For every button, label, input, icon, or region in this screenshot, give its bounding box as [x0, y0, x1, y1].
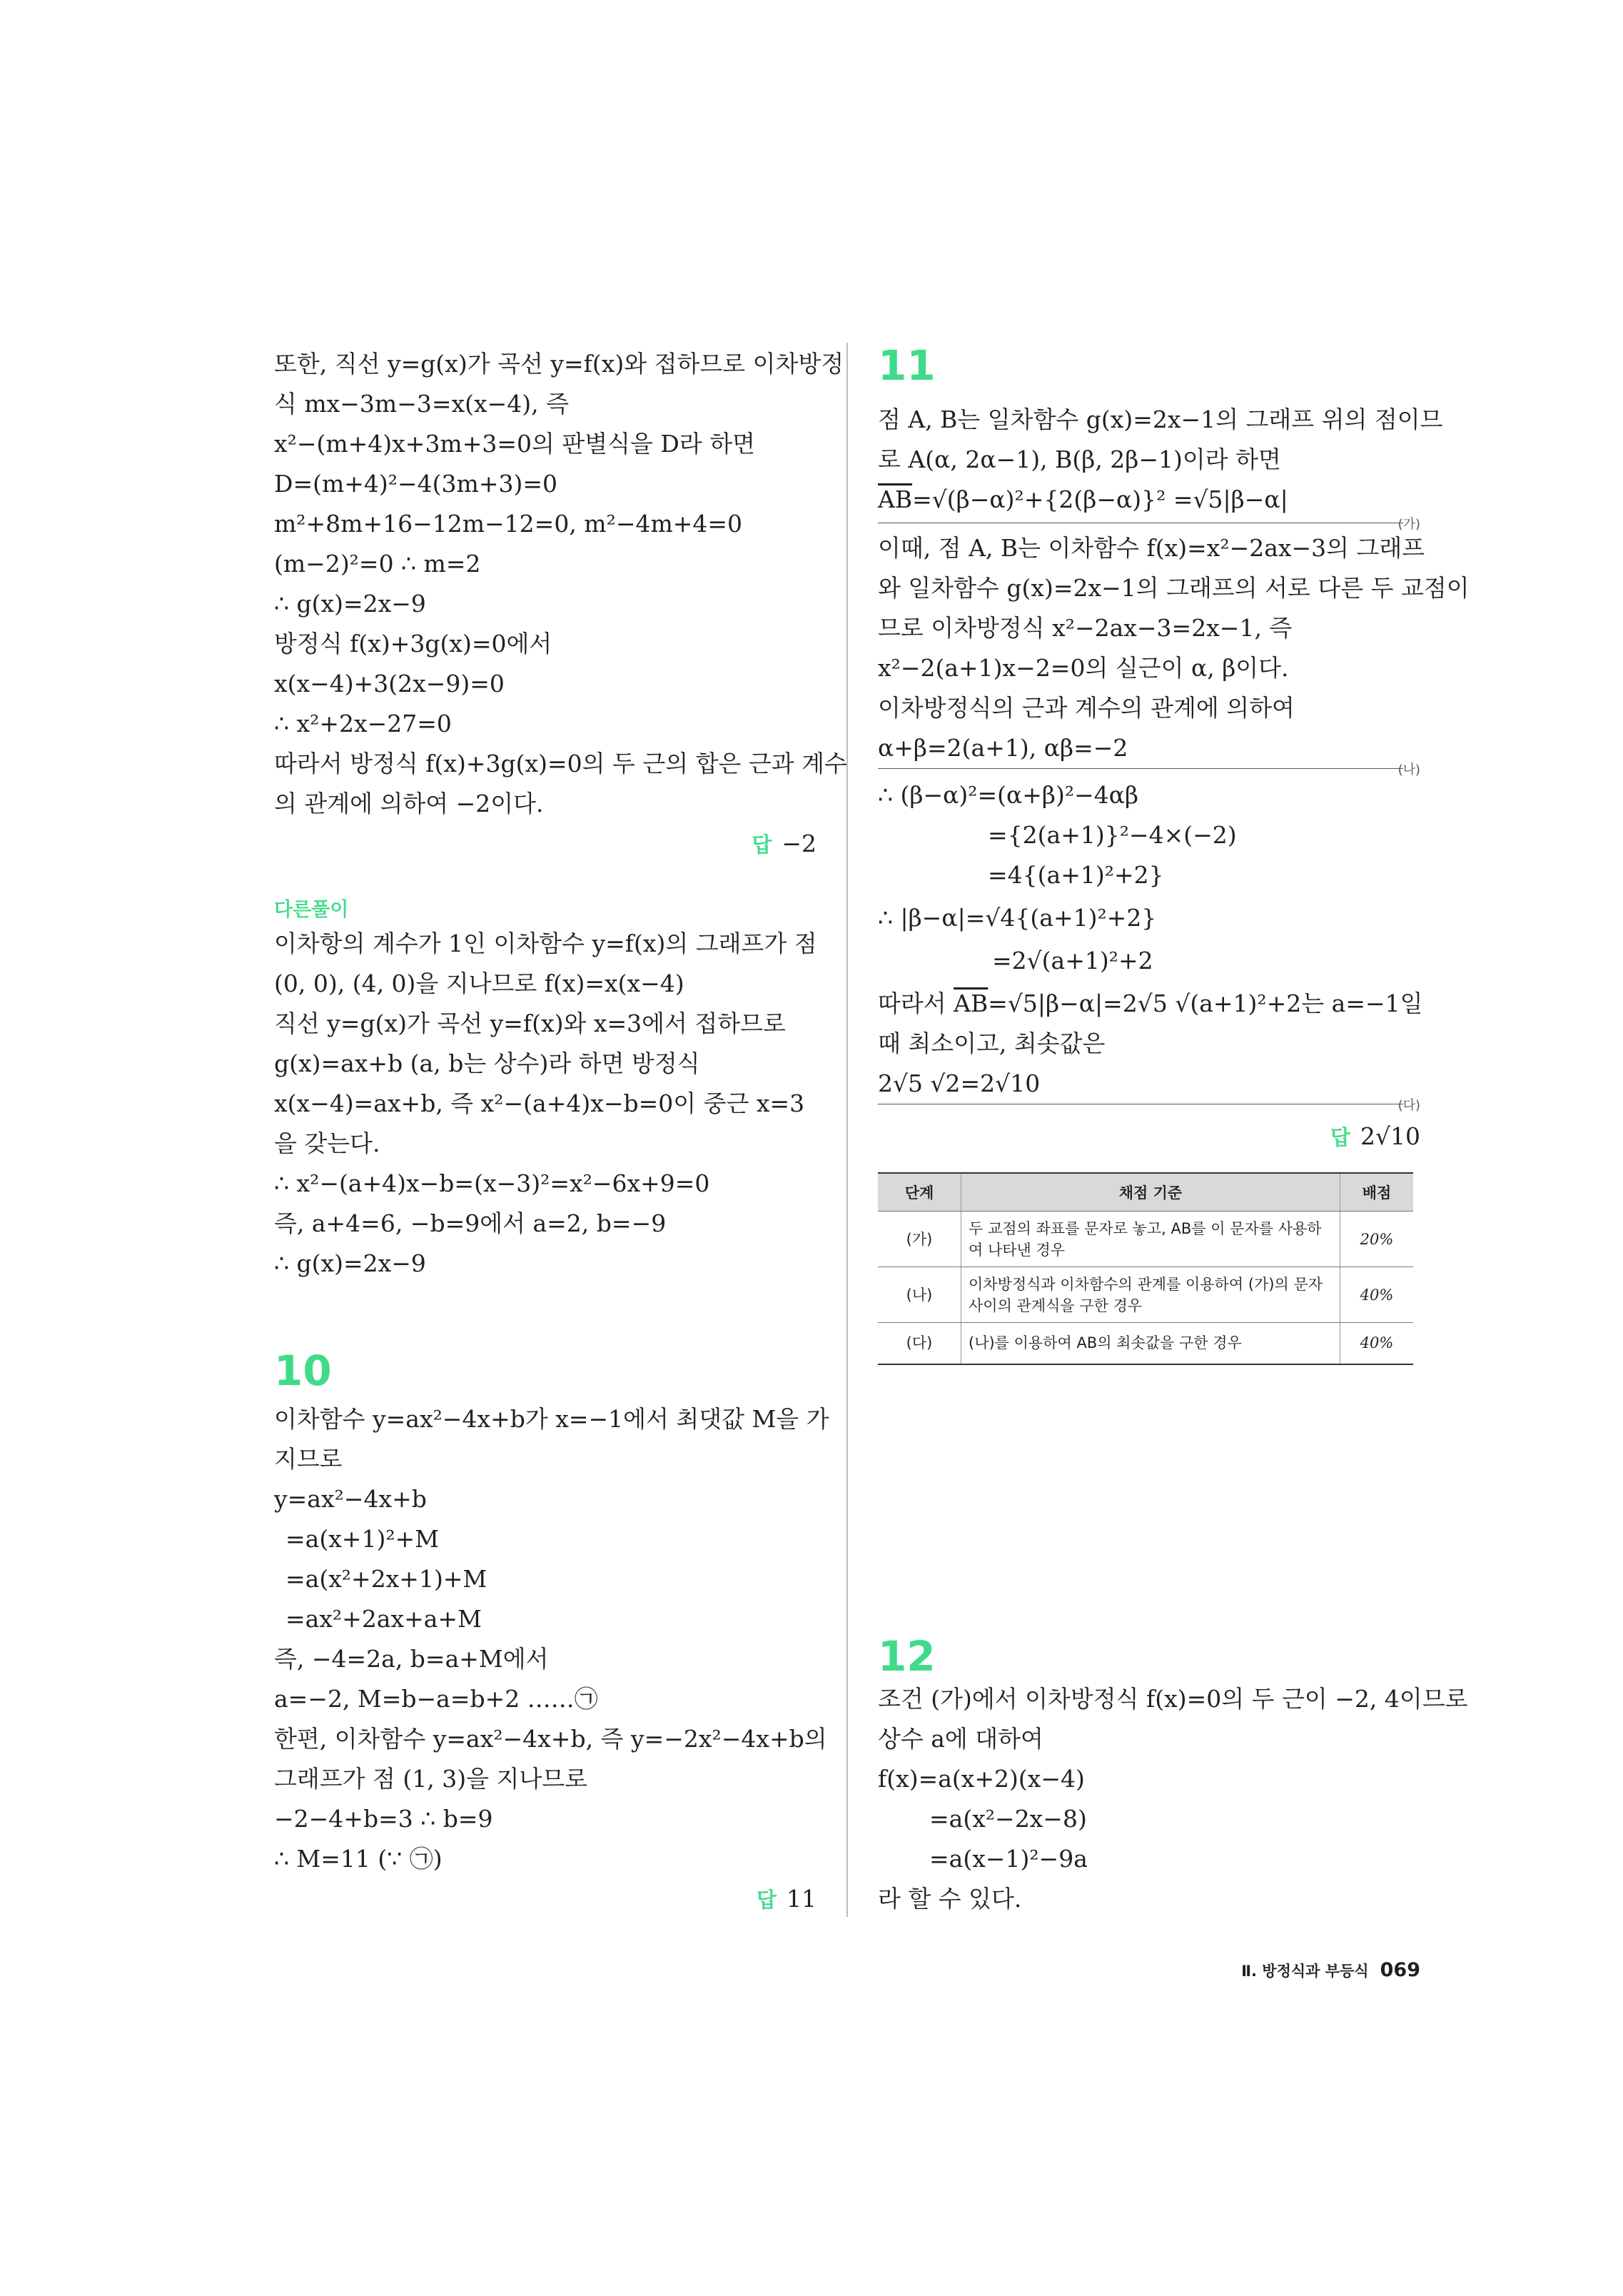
table-row	[878, 1267, 1413, 1323]
table-cell-score: 20%	[1340, 1212, 1414, 1267]
page-footer	[1241, 1959, 1420, 1981]
text-line: 점 A, B는 일차함수 g(x)=2x−1의 그래프 위의 점이므	[878, 406, 1443, 433]
text-line: ={2(a+1)}²−4×(−2)	[988, 821, 1237, 849]
text-line: 때 최소이고, 최솟값은	[878, 1029, 1106, 1057]
text-line: 이차함수 y=ax²−4x+b가 x=−1에서 최댓값 M을 가	[274, 1405, 829, 1433]
text-line: y=ax²−4x+b	[274, 1485, 427, 1513]
answer-11	[1330, 1121, 1420, 1153]
text-line: (0, 0), (4, 0)을 지나므로 f(x)=x(x−4)	[274, 970, 684, 997]
text-line: 2√5 √2=2√10	[878, 1069, 1041, 1097]
text-line: 로 A(α, 2α−1), B(β, 2β−1)이라 하면	[878, 445, 1281, 473]
text-line: 방정식 f(x)+3g(x)=0에서	[274, 630, 552, 658]
text-line: 라 할 수 있다.	[878, 1885, 1022, 1913]
table-row	[878, 1323, 1413, 1364]
step-tag: (가)	[1397, 517, 1420, 532]
text-line: 따라서 방정식 f(x)+3g(x)=0의 두 근의 합은 근과 계수	[274, 750, 847, 777]
text-line: 지므로	[274, 1445, 343, 1473]
text-line: ∴ |β−α|=√4{(a+1)²+2}	[878, 904, 1157, 932]
text-line	[878, 484, 1288, 515]
text-line: =a(x+1)²+M	[285, 1525, 439, 1553]
text-line: 또한, 직선 y=g(x)가 곡선 y=f(x)와 접하므로 이차방정	[274, 350, 844, 378]
table-cell-step: (가)	[878, 1212, 961, 1267]
alt-solution-heading: 다른풀이	[274, 899, 349, 921]
text-line: 한편, 이차함수 y=ax²−4x+b, 즉 y=−2x²−4x+b의	[274, 1725, 827, 1753]
step-rule	[878, 768, 1403, 769]
table-cell-criteria: (나)를 이용하여 AB의 최솟값을 구한 경우	[961, 1323, 1340, 1364]
text-line: =a(x−1)²−9a	[929, 1845, 1088, 1873]
grading-table	[878, 1172, 1413, 1365]
text-line: 그래프가 점 (1, 3)을 지나므로	[274, 1765, 587, 1793]
table-cell-criteria: 이차방정식과 이차함수의 관계를 이용하여 (가)의 문자 사이의 관계식을 구한 경우	[961, 1267, 1340, 1323]
table-header: 배점	[1340, 1173, 1414, 1212]
table-cell-criteria: 두 교점의 좌표를 문자로 놓고, AB를 이 문자를 사용하여 나타낸 경우	[961, 1212, 1340, 1267]
text-line: −2−4+b=3 ∴ b=9	[274, 1805, 493, 1833]
answer-label: 답	[1330, 1125, 1350, 1149]
text-line: 식 mx−3m−3=x(x−4), 즉	[274, 390, 569, 418]
text-line: =2√(a+1)²+2	[992, 947, 1153, 975]
text-line: 의 관계에 의하여 −2이다.	[274, 790, 544, 817]
answer-value: 2√10	[1360, 1122, 1420, 1150]
text-line: g(x)=ax+b (a, b는 상수)라 하면 방정식	[274, 1049, 700, 1077]
text-line: ∴ x²+2x−27=0	[274, 710, 452, 737]
table-cell-step: (나)	[878, 1267, 961, 1323]
table-header: 단계	[878, 1173, 961, 1212]
answer-value: 11	[787, 1885, 816, 1913]
text-line	[878, 988, 1423, 1019]
section-11-number: 11	[878, 341, 936, 390]
page-number: 069	[1380, 1959, 1420, 1981]
text-line: ∴ (β−α)²=(α+β)²−4αβ	[878, 781, 1139, 809]
text-line: x(x−4)=ax+b, 즉 x²−(a+4)x−b=0이 중근 x=3	[274, 1089, 805, 1117]
text-line: 즉, −4=2a, b=a+M에서	[274, 1645, 549, 1673]
text-line: 이차항의 계수가 1인 이차함수 y=f(x)의 그래프가 점	[274, 930, 817, 957]
text-line: x²−(m+4)x+3m+3=0의 판별식을 D라 하면	[274, 430, 755, 458]
column-divider	[846, 343, 848, 1917]
answer-value: −2	[782, 830, 816, 857]
text-line: 와 일차함수 g(x)=2x−1의 그래프의 서로 다른 두 교점이	[878, 574, 1470, 602]
text-line: ∴ g(x)=2x−9	[274, 1249, 426, 1277]
ab-formula: =√(β−α)²+{2(β−α)}² =√5|β−α|	[912, 485, 1288, 513]
answer-9	[752, 828, 816, 860]
table-cell-score: 40%	[1340, 1267, 1414, 1323]
text-line: 상수 a에 대하여	[878, 1725, 1043, 1753]
text-line: 을 갖는다.	[274, 1129, 380, 1157]
text-line: ∴ g(x)=2x−9	[274, 590, 426, 618]
text-line: 이때, 점 A, B는 이차함수 f(x)=x²−2ax−3의 그래프	[878, 534, 1425, 562]
table-cell-step: (다)	[878, 1323, 961, 1364]
section-10-number: 10	[274, 1346, 332, 1395]
text-prefix: 따라서	[878, 990, 946, 1017]
text-line: =4{(a+1)²+2}	[988, 861, 1164, 889]
text-line: 즉, a+4=6, −b=9에서 a=2, b=−9	[274, 1209, 667, 1237]
table-header: 채점 기준	[961, 1173, 1340, 1212]
answer-label: 답	[756, 1888, 777, 1912]
text-line: α+β=2(a+1), αβ=−2	[878, 734, 1128, 762]
text-rest: =√5|β−α|=2√5 √(a+1)²+2는 a=−1일	[988, 990, 1423, 1017]
answer-label: 답	[752, 832, 772, 857]
section-12-number: 12	[878, 1632, 936, 1681]
text-line: (m−2)²=0 ∴ m=2	[274, 550, 481, 578]
text-line: 직선 y=g(x)가 곡선 y=f(x)와 x=3에서 접하므로	[274, 1009, 786, 1037]
text-line: 므로 이차방정식 x²−2ax−3=2x−1, 즉	[878, 614, 1293, 642]
segment-ab: $\overline{AB}$	[954, 990, 989, 1017]
step-tag: (나)	[1397, 762, 1420, 777]
chapter-title: Ⅱ. 방정식과 부등식	[1241, 1963, 1369, 1980]
table-cell-score: 40%	[1340, 1323, 1414, 1364]
answer-10	[757, 1883, 816, 1915]
text-line: =a(x²−2x−8)	[929, 1805, 1087, 1833]
text-line: =a(x²+2x+1)+M	[285, 1565, 487, 1593]
text-line: 이차방정식의 근과 계수의 관계에 의하여	[878, 694, 1295, 722]
text-line: x²−2(a+1)x−2=0의 실근이 α, β이다.	[878, 654, 1289, 682]
table-header-row	[878, 1173, 1413, 1212]
text-line: D=(m+4)²−4(3m+3)=0	[274, 470, 557, 498]
text-line: f(x)=a(x+2)(x−4)	[878, 1765, 1085, 1793]
text-line: m²+8m+16−12m−12=0, m²−4m+4=0	[274, 510, 743, 538]
text-line: x(x−4)+3(2x−9)=0	[274, 670, 505, 698]
step-tag: (다)	[1397, 1098, 1420, 1113]
text-line: ∴ x²−(a+4)x−b=(x−3)²=x²−6x+9=0	[274, 1169, 710, 1197]
text-line: ∴ M=11 (∵ ㉠)	[274, 1845, 443, 1873]
segment-ab: $\overline{AB}$	[878, 485, 913, 513]
table-row	[878, 1212, 1413, 1267]
text-line: 조건 (가)에서 이차방정식 f(x)=0의 두 근이 −2, 4이므로	[878, 1685, 1468, 1713]
text-line: =ax²+2ax+a+M	[285, 1605, 482, 1633]
text-line: a=−2, M=b−a=b+2 ……㉠	[274, 1685, 598, 1713]
